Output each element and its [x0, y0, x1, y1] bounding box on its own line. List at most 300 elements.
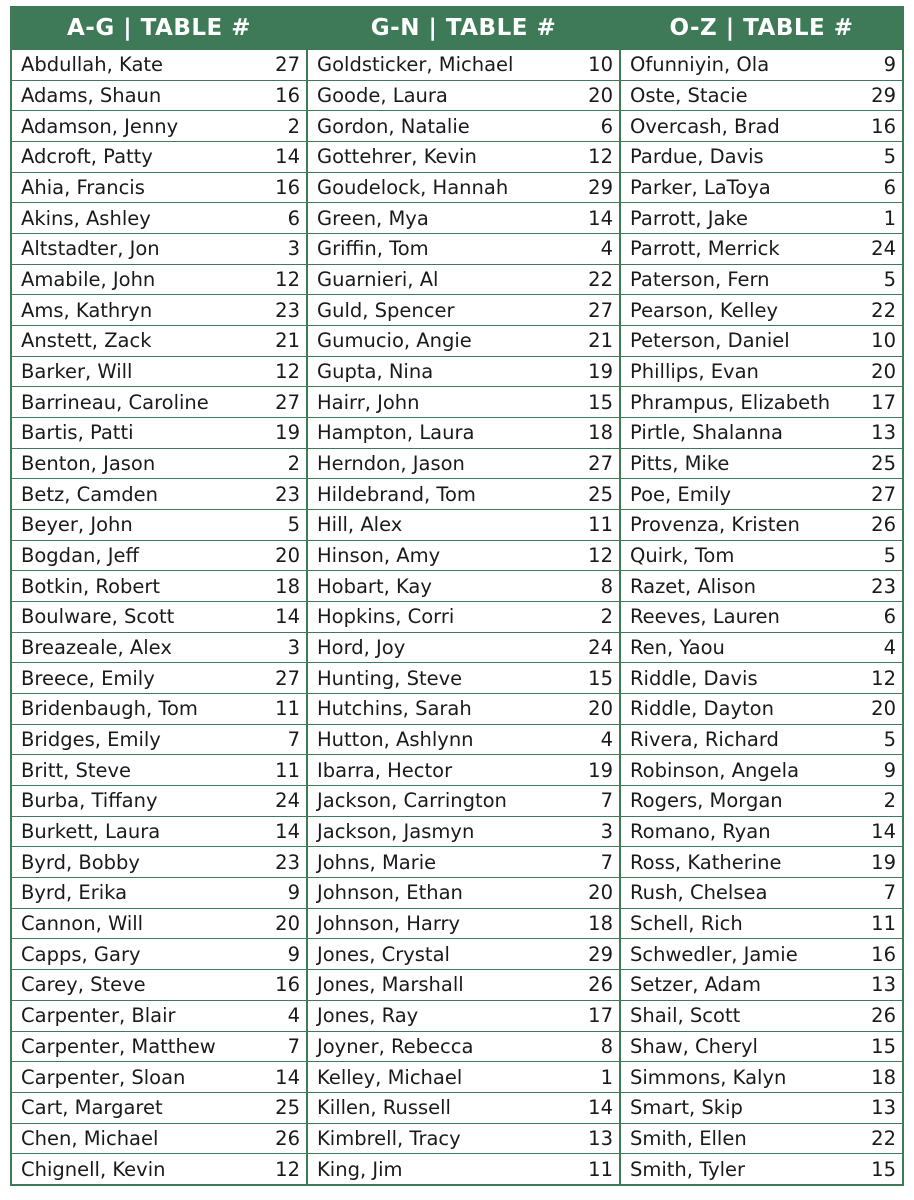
guest-name: Bartis, Patti	[21, 421, 134, 445]
guest-name: Simmons, Kalyn	[630, 1065, 787, 1089]
guest-name: Gupta, Nina	[317, 360, 434, 384]
guest-name: Abdullah, Kate	[21, 53, 164, 77]
table-number: 24	[275, 789, 300, 813]
guest-name: Killen, Russell	[317, 1096, 451, 1120]
guest-row	[621, 1001, 902, 1032]
guest-row	[12, 111, 306, 142]
table-number: 21	[275, 329, 300, 353]
guest-row	[621, 725, 902, 756]
table-number: 12	[275, 268, 300, 292]
guest-name: Ibarra, Hector	[317, 758, 453, 782]
seating-chart	[10, 6, 904, 1186]
table-number: 9	[287, 942, 300, 966]
table-number: 19	[588, 360, 613, 384]
guest-name: Shaw, Cheryl	[630, 1034, 758, 1058]
table-number: 24	[588, 636, 613, 660]
guest-name: Jones, Marshall	[317, 973, 464, 997]
table-number: 27	[275, 666, 300, 690]
guest-name: Jackson, Carrington	[317, 789, 507, 813]
table-number: 3	[287, 636, 300, 660]
guest-name: Altstadter, Jon	[21, 237, 160, 261]
guest-name: Bogdan, Jeff	[21, 544, 139, 568]
table-number: 16	[275, 84, 300, 107]
guest-name: Gumucio, Angie	[317, 329, 472, 353]
table-number: 8	[600, 1034, 613, 1058]
table-number: 2	[287, 114, 300, 138]
guest-name: Joyner, Rebecca	[317, 1034, 474, 1058]
guest-row	[621, 817, 902, 848]
table-number: 23	[871, 574, 896, 598]
guest-name: Byrd, Bobby	[21, 850, 140, 874]
guest-row	[621, 1154, 902, 1184]
guest-name: Ofunniyin, Ola	[630, 53, 770, 77]
table-number: 16	[871, 942, 896, 966]
guest-row	[308, 1124, 619, 1155]
guest-row	[12, 142, 306, 173]
guest-row	[621, 571, 902, 602]
guest-row	[308, 1001, 619, 1032]
table-number: 23	[275, 482, 300, 506]
guest-row	[308, 1093, 619, 1124]
guest-name: Johnson, Harry	[317, 912, 461, 936]
guest-name: Capps, Gary	[21, 942, 141, 966]
guest-row	[621, 1124, 902, 1155]
guest-row	[621, 142, 902, 173]
guest-row	[308, 510, 619, 541]
guest-row	[621, 357, 902, 388]
guest-name: Carpenter, Matthew	[21, 1034, 216, 1058]
table-number: 15	[588, 390, 613, 414]
guest-row	[12, 878, 306, 909]
guest-name: Chen, Michael	[21, 1126, 159, 1150]
guest-name: Phillips, Evan	[630, 360, 759, 384]
guest-row	[308, 1154, 619, 1184]
guest-name: Hampton, Laura	[317, 421, 475, 445]
table-number: 13	[588, 1126, 613, 1150]
table-number: 16	[275, 176, 300, 200]
table-number: 11	[588, 1157, 613, 1181]
guest-row	[621, 755, 902, 786]
guest-name: Benton, Jason	[21, 452, 156, 476]
table-number: 27	[588, 298, 613, 322]
guest-row	[12, 1154, 306, 1184]
guest-row	[308, 50, 619, 81]
table-number: 16	[275, 973, 300, 997]
guest-name: Boulware, Scott	[21, 605, 175, 629]
guest-row	[308, 909, 619, 940]
table-number: 9	[883, 758, 896, 782]
table-number: 15	[871, 1157, 896, 1181]
guest-row	[308, 1032, 619, 1063]
guest-name: Quirk, Tom	[630, 544, 735, 568]
guest-name: Ren, Yaou	[630, 636, 725, 660]
guest-row	[621, 111, 902, 142]
guest-name: Ross, Katherine	[630, 850, 782, 874]
guest-name: Guld, Spencer	[317, 298, 455, 322]
table-number: 14	[275, 1065, 300, 1089]
guest-row	[621, 786, 902, 817]
table-number: 14	[871, 820, 896, 844]
table-number: 27	[588, 452, 613, 476]
guest-name: Parker, LaToya	[630, 176, 771, 200]
guest-row	[12, 1124, 306, 1155]
guest-name: Breece, Emily	[21, 666, 155, 690]
guest-name: Ams, Kathryn	[21, 298, 153, 322]
table-number: 11	[871, 912, 896, 936]
guest-name: Smith, Tyler	[630, 1157, 746, 1181]
table-number: 5	[287, 513, 300, 537]
table-number: 19	[871, 850, 896, 874]
table-number: 7	[883, 881, 896, 905]
guest-name: Poe, Emily	[630, 482, 732, 506]
guest-row	[621, 694, 902, 725]
table-number: 3	[600, 820, 613, 844]
guest-row	[308, 173, 619, 204]
guest-name: Kimbrell, Tracy	[317, 1126, 461, 1150]
table-number: 5	[883, 145, 896, 169]
guest-name: Adcroft, Patty	[21, 145, 153, 169]
guest-list	[621, 50, 902, 1184]
guest-row	[12, 449, 306, 480]
guest-name: Akins, Ashley	[21, 206, 151, 230]
table-number: 4	[600, 728, 613, 752]
guest-name: Goode, Laura	[317, 84, 448, 107]
guest-row	[308, 449, 619, 480]
table-number: 4	[883, 636, 896, 660]
table-number: 20	[275, 912, 300, 936]
guest-name: Provenza, Kristen	[630, 513, 800, 537]
guest-row	[12, 755, 306, 786]
guest-row	[12, 970, 306, 1001]
guest-row	[308, 1062, 619, 1093]
table-number: 10	[871, 329, 896, 353]
guest-row	[12, 387, 306, 418]
guest-name: Overcash, Brad	[630, 114, 780, 138]
table-number: 14	[275, 605, 300, 629]
guest-name: Hopkins, Corri	[317, 605, 455, 629]
guest-name: Byrd, Erika	[21, 881, 128, 905]
table-number: 2	[287, 452, 300, 476]
guest-row	[308, 663, 619, 694]
guest-name: Hord, Joy	[317, 636, 406, 660]
table-number: 18	[588, 912, 613, 936]
guest-list	[12, 50, 306, 1184]
guest-row	[308, 387, 619, 418]
guest-row	[308, 633, 619, 664]
guest-name: Hill, Alex	[317, 513, 403, 537]
guest-row	[308, 970, 619, 1001]
table-number: 6	[600, 114, 613, 138]
table-number: 11	[275, 697, 300, 721]
guest-row	[621, 663, 902, 694]
guest-row	[308, 755, 619, 786]
guest-name: Hildebrand, Tom	[317, 482, 476, 506]
table-number: 26	[275, 1126, 300, 1150]
table-number: 22	[588, 268, 613, 292]
guest-name: Botkin, Robert	[21, 574, 161, 598]
table-number: 7	[287, 728, 300, 752]
guest-name: Adamson, Jenny	[21, 114, 179, 138]
table-number: 20	[588, 697, 613, 721]
table-number: 27	[275, 390, 300, 414]
table-number: 7	[600, 850, 613, 874]
table-number: 20	[588, 881, 613, 905]
guest-name: Gottehrer, Kevin	[317, 145, 477, 169]
table-number: 14	[588, 1096, 613, 1120]
guest-name: Pearson, Kelley	[630, 298, 779, 322]
guest-row	[621, 1062, 902, 1093]
table-number: 15	[588, 666, 613, 690]
guest-name: Riddle, Davis	[630, 666, 758, 690]
guest-row	[621, 81, 902, 112]
table-number: 5	[883, 728, 896, 752]
table-number: 20	[588, 84, 613, 107]
guest-name: Carpenter, Sloan	[21, 1065, 186, 1089]
guest-row	[621, 909, 902, 940]
table-number: 18	[871, 1065, 896, 1089]
table-number: 26	[588, 973, 613, 997]
guest-row	[12, 939, 306, 970]
guest-name: Parrott, Jake	[630, 206, 749, 230]
guest-name: Breazeale, Alex	[21, 636, 172, 660]
guest-row	[308, 541, 619, 572]
guest-row	[12, 725, 306, 756]
guest-row	[12, 541, 306, 572]
guest-name: Herndon, Jason	[317, 452, 465, 476]
guest-name: Paterson, Fern	[630, 268, 770, 292]
guest-name: Carey, Steve	[21, 973, 146, 997]
table-number: 9	[287, 881, 300, 905]
guest-row	[12, 173, 306, 204]
guest-row	[621, 50, 902, 81]
guest-name: Jackson, Jasmyn	[317, 820, 475, 844]
table-number: 14	[275, 145, 300, 169]
guest-name: Hutton, Ashlynn	[317, 728, 474, 752]
guest-row	[621, 602, 902, 633]
table-number: 21	[588, 329, 613, 353]
guest-row	[621, 479, 902, 510]
guest-row	[621, 326, 902, 357]
table-number: 4	[600, 237, 613, 261]
guest-row	[621, 449, 902, 480]
guest-name: Goudelock, Hannah	[317, 176, 509, 200]
guest-row	[621, 970, 902, 1001]
guest-row	[12, 50, 306, 81]
guest-name: Kelley, Michael	[317, 1065, 463, 1089]
table-number: 8	[600, 574, 613, 598]
table-number: 12	[275, 1157, 300, 1181]
guest-row	[12, 909, 306, 940]
guest-name: Adams, Shaun	[21, 84, 162, 107]
table-number: 5	[883, 544, 896, 568]
guest-name: Rogers, Morgan	[630, 789, 783, 813]
table-number: 25	[871, 452, 896, 476]
guest-row	[621, 878, 902, 909]
guest-name: Johns, Marie	[317, 850, 437, 874]
table-number: 25	[275, 1096, 300, 1120]
table-number: 6	[287, 206, 300, 230]
table-number: 14	[275, 820, 300, 844]
guest-name: Hobart, Kay	[317, 574, 432, 598]
table-number: 4	[287, 1004, 300, 1028]
guest-row	[12, 479, 306, 510]
guest-row	[621, 510, 902, 541]
guest-row	[308, 295, 619, 326]
table-number: 15	[871, 1034, 896, 1058]
guest-row	[12, 81, 306, 112]
guest-name: Rivera, Richard	[630, 728, 779, 752]
guest-name: Hutchins, Sarah	[317, 697, 472, 721]
guest-row	[308, 602, 619, 633]
guest-name: Carpenter, Blair	[21, 1004, 176, 1028]
guest-row	[12, 602, 306, 633]
column-header: G-N | TABLE #	[308, 8, 619, 50]
guest-row	[12, 357, 306, 388]
guest-name: King, Jim	[317, 1157, 403, 1181]
table-number: 11	[588, 513, 613, 537]
table-number: 22	[871, 298, 896, 322]
guest-name: Reeves, Lauren	[630, 605, 780, 629]
guest-name: Amabile, John	[21, 268, 156, 292]
guest-name: Rush, Chelsea	[630, 881, 768, 905]
table-number: 19	[588, 758, 613, 782]
guest-row	[12, 418, 306, 449]
guest-name: Hinson, Amy	[317, 544, 441, 568]
table-number: 17	[588, 1004, 613, 1028]
guest-row	[308, 786, 619, 817]
guest-row	[12, 510, 306, 541]
column-o-z	[621, 8, 902, 1184]
table-number: 29	[871, 84, 896, 107]
guest-name: Oste, Stacie	[630, 84, 748, 107]
table-number: 27	[871, 482, 896, 506]
guest-row	[621, 633, 902, 664]
table-number: 3	[287, 237, 300, 261]
table-number: 1	[883, 206, 896, 230]
guest-name: Smith, Ellen	[630, 1126, 747, 1150]
table-number: 26	[871, 513, 896, 537]
guest-name: Beyer, John	[21, 513, 133, 537]
guest-row	[308, 265, 619, 296]
guest-name: Pardue, Davis	[630, 145, 764, 169]
guest-row	[621, 847, 902, 878]
guest-name: Goldsticker, Michael	[317, 53, 514, 77]
table-number: 19	[275, 421, 300, 445]
guest-name: Bridges, Emily	[21, 728, 161, 752]
guest-row	[12, 663, 306, 694]
guest-name: Jones, Ray	[317, 1004, 419, 1028]
guest-row	[12, 847, 306, 878]
guest-row	[621, 541, 902, 572]
guest-name: Parrott, Merrick	[630, 237, 780, 261]
guest-row	[12, 234, 306, 265]
guest-row	[12, 326, 306, 357]
table-number: 29	[588, 176, 613, 200]
guest-row	[308, 725, 619, 756]
guest-row	[308, 878, 619, 909]
guest-name: Chignell, Kevin	[21, 1157, 166, 1181]
guest-name: Anstett, Zack	[21, 329, 152, 353]
guest-name: Jones, Crystal	[317, 942, 450, 966]
table-number: 6	[883, 176, 896, 200]
table-number: 18	[588, 421, 613, 445]
guest-row	[621, 939, 902, 970]
guest-name: Schwedler, Jamie	[630, 942, 798, 966]
guest-row	[308, 694, 619, 725]
table-number: 9	[883, 53, 896, 77]
guest-row	[12, 295, 306, 326]
table-number: 11	[275, 758, 300, 782]
table-number: 14	[588, 206, 613, 230]
table-number: 20	[275, 544, 300, 568]
table-number: 25	[588, 482, 613, 506]
guest-row	[621, 265, 902, 296]
column-header: O-Z | TABLE #	[621, 8, 902, 50]
table-number: 20	[871, 697, 896, 721]
table-number: 10	[588, 53, 613, 77]
guest-name: Pitts, Mike	[630, 452, 730, 476]
guest-name: Burba, Tiffany	[21, 789, 158, 813]
guest-row	[308, 939, 619, 970]
guest-name: Bridenbaugh, Tom	[21, 697, 198, 721]
guest-name: Razet, Alison	[630, 574, 756, 598]
guest-row	[308, 847, 619, 878]
guest-name: Betz, Camden	[21, 482, 158, 506]
guest-row	[12, 817, 306, 848]
guest-row	[12, 1062, 306, 1093]
guest-name: Shail, Scott	[630, 1004, 741, 1028]
table-number: 7	[287, 1034, 300, 1058]
guest-name: Pirtle, Shalanna	[630, 421, 783, 445]
table-number: 12	[275, 360, 300, 384]
guest-row	[12, 1093, 306, 1124]
table-number: 23	[275, 298, 300, 322]
guest-row	[621, 418, 902, 449]
guest-row	[12, 694, 306, 725]
guest-name: Ahia, Francis	[21, 176, 145, 200]
guest-row	[308, 418, 619, 449]
table-number: 23	[275, 850, 300, 874]
guest-row	[12, 1001, 306, 1032]
guest-name: Setzer, Adam	[630, 973, 761, 997]
guest-name: Robinson, Angela	[630, 758, 800, 782]
guest-row	[621, 1032, 902, 1063]
table-number: 12	[588, 145, 613, 169]
table-number: 1	[600, 1065, 613, 1089]
guest-row	[308, 479, 619, 510]
guest-row	[12, 203, 306, 234]
guest-name: Romano, Ryan	[630, 820, 771, 844]
guest-name: Smart, Skip	[630, 1096, 743, 1120]
table-number: 29	[588, 942, 613, 966]
guest-name: Britt, Steve	[21, 758, 132, 782]
guest-name: Griffin, Tom	[317, 237, 429, 261]
table-number: 13	[871, 973, 896, 997]
table-number: 22	[871, 1126, 896, 1150]
guest-row	[308, 326, 619, 357]
table-number: 27	[275, 53, 300, 77]
table-number: 13	[871, 421, 896, 445]
guest-row	[308, 817, 619, 848]
table-number: 7	[600, 789, 613, 813]
table-number: 6	[883, 605, 896, 629]
table-number: 13	[871, 1096, 896, 1120]
guest-name: Guarnieri, Al	[317, 268, 439, 292]
guest-row	[308, 234, 619, 265]
table-number: 16	[871, 114, 896, 138]
table-number: 2	[883, 789, 896, 813]
guest-row	[308, 81, 619, 112]
